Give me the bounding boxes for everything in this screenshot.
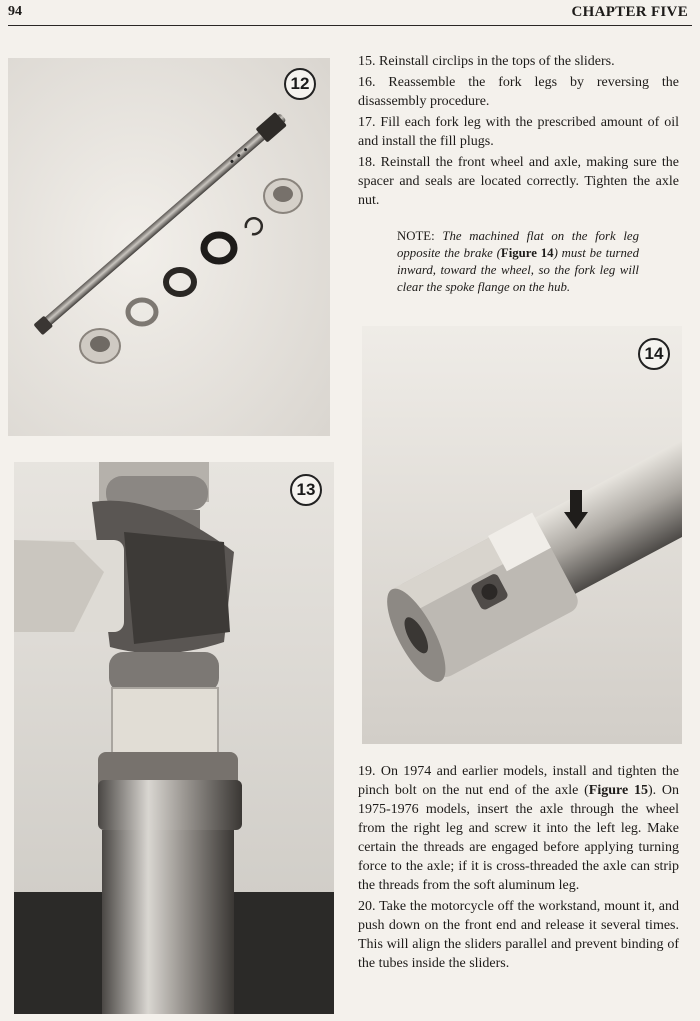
header-rule bbox=[8, 25, 692, 26]
figure-12-photo bbox=[8, 58, 330, 436]
axle-spacer-2 bbox=[264, 179, 302, 213]
hammer-fork-illustration bbox=[14, 462, 334, 1014]
note-label: NOTE: bbox=[397, 229, 435, 243]
fork-leg-closeup-illustration bbox=[362, 326, 682, 744]
step-19 bbox=[358, 762, 679, 895]
figure-number-badge: 13 bbox=[290, 474, 322, 506]
chapter-title: CHAPTER FIVE bbox=[571, 4, 688, 20]
steps-15-18 bbox=[358, 52, 679, 212]
note-text-before: The machined flat on the fork leg opposite the brake ( bbox=[397, 229, 640, 260]
steps-19-20 bbox=[358, 762, 679, 975]
figure-13-photo bbox=[14, 462, 334, 1014]
step-17: 17. Fill each fork leg with the prescribed amount of oil and install the fill plugs. bbox=[358, 115, 679, 149]
axle-parts-illustration bbox=[8, 58, 330, 436]
step-19-after: ). On 1975-1976 models, insert the axle through the wheel from the right leg and screw it into the left leg. Make certain the threads are engaged before applying turning force to the axle; if it is cross-threaded the axle can strip the threads from the soft aluminum leg. bbox=[358, 783, 679, 893]
step-19-before: 19. On 1974 and earlier models, install and tighten the pinch bolt on the nut end of the axle ( bbox=[358, 764, 679, 798]
step-20: 20. Take the motorcycle off the workstand, mount it, and push down on the front end and release it several times. This will align the sliders parallel and prevent binding of the tubes inside the sliders. bbox=[358, 899, 679, 971]
note-text-after: ) must be turned inward, toward the wheel, so the fork leg will clear the spoke flange on the hub. bbox=[397, 246, 639, 294]
step-16: 16. Reassemble the fork legs by reversing the disassembly procedure. bbox=[358, 75, 679, 109]
step-18: 18. Reinstall the front wheel and axle, making sure the spacer and seals are located correctly. Tighten the axle nut. bbox=[358, 155, 679, 208]
step-15: 15. Reinstall circlips in the tops of the sliders. bbox=[358, 54, 615, 69]
note-paragraph bbox=[397, 228, 639, 296]
note-figure-ref: Figure 14 bbox=[500, 246, 554, 260]
step-19-figure-ref: Figure 15 bbox=[588, 783, 648, 798]
figure-14-photo bbox=[362, 326, 682, 744]
page-header bbox=[8, 2, 688, 24]
figure-number-badge: 14 bbox=[638, 338, 670, 370]
page-number: 94 bbox=[8, 4, 22, 19]
figure-number-badge: 12 bbox=[284, 68, 316, 100]
axle-spacer-1 bbox=[80, 329, 120, 363]
